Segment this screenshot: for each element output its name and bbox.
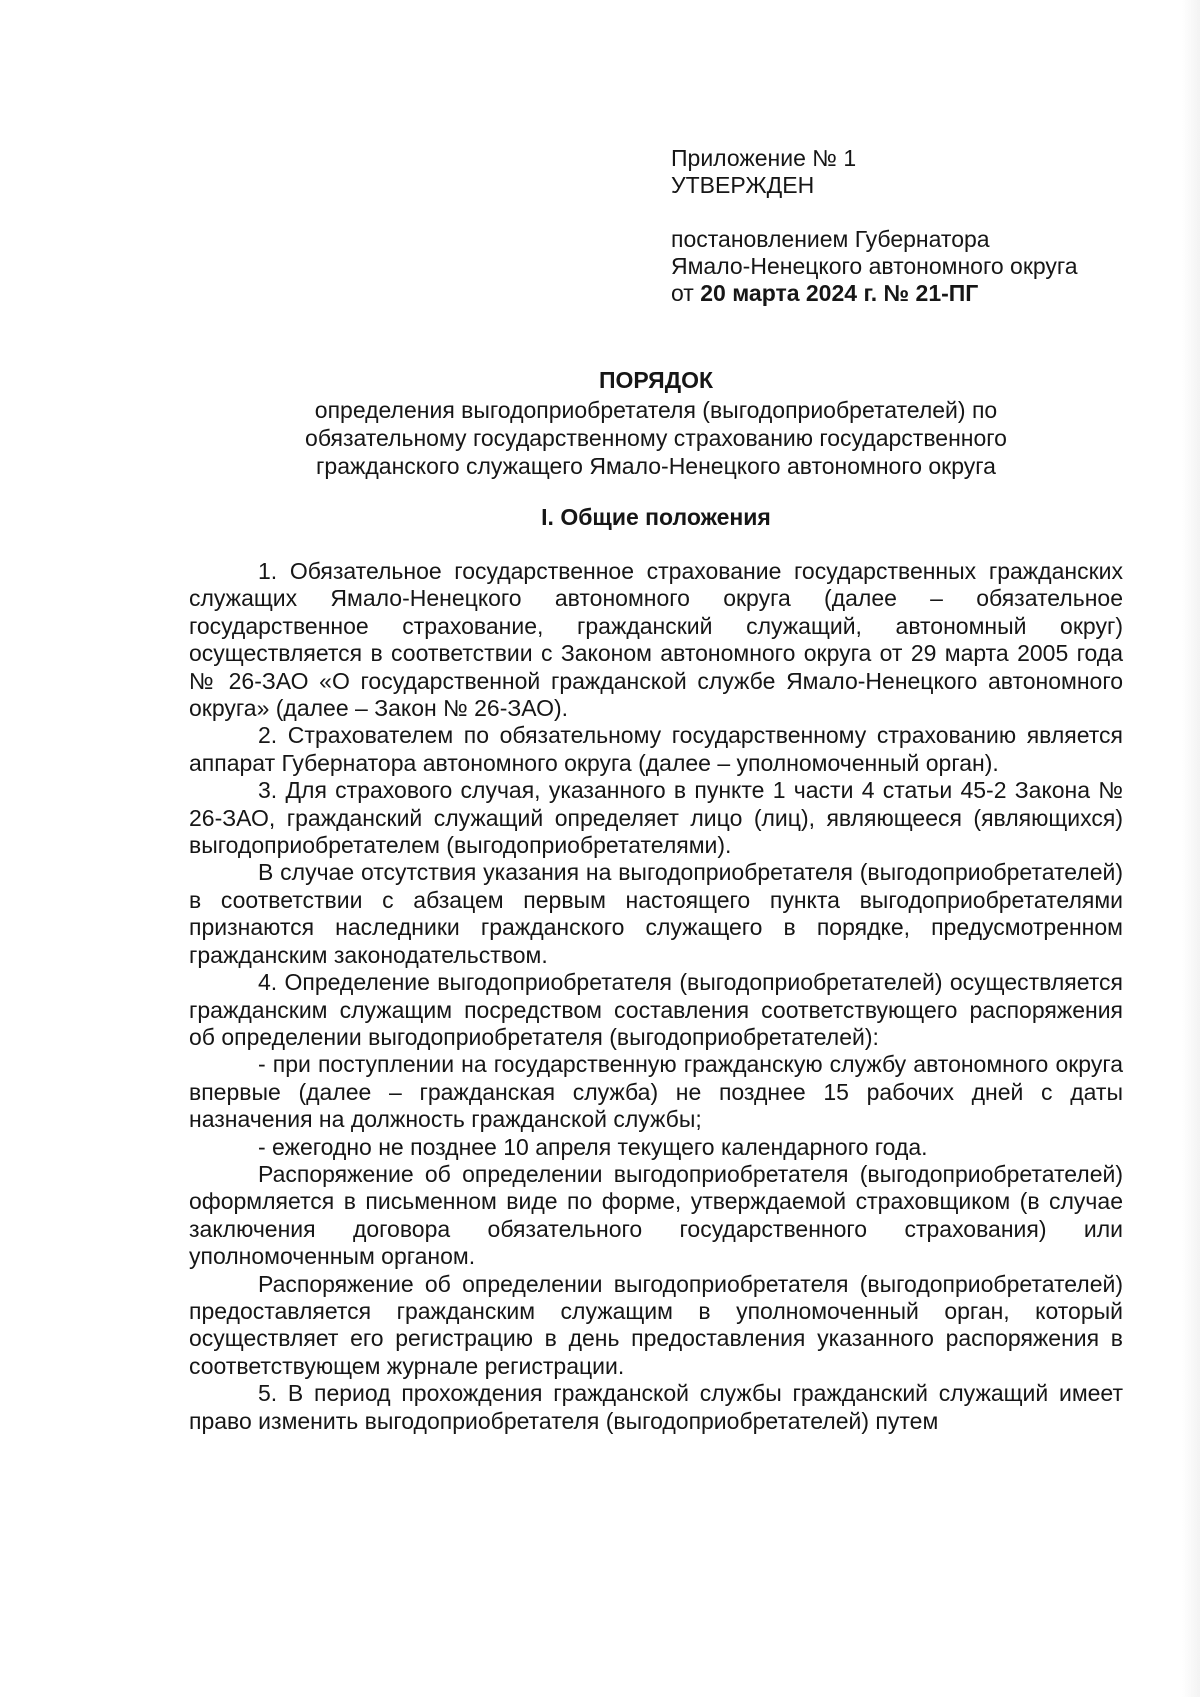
paragraph-5: 5. В период прохождения гражданской службы гражданский служащий имеет право изменить выгодоприобретателя (выгодоприобретателей) путем	[189, 1380, 1123, 1434]
decree-date-line	[671, 280, 1141, 307]
document-body	[189, 558, 1123, 1435]
paragraph-2: 2. Страхователем по обязательному государственному страхованию является аппарат Губернатора автономного округа (далее – уполномоченный орган).	[189, 722, 1123, 776]
decree-date-prefix: от	[671, 280, 694, 306]
paragraph-4-item-1: - при поступлении на государственную гражданскую службу автономного округа впервые (далее – гражданская служба) не позднее 15 рабочих дней с даты назначения на должность гражданской службы;	[189, 1051, 1123, 1133]
approval-block	[671, 145, 1141, 307]
approved-stamp-text: УТВЕРЖДЕН	[671, 172, 815, 198]
decree-date-number: 20 марта 2024 г. № 21-ПГ	[700, 280, 979, 306]
document-subtitle-line-3: гражданского служащего Ямало-Ненецкого автономного округа	[316, 453, 996, 479]
document-title-block	[189, 366, 1123, 480]
paragraph-4: 4. Определение выгодоприобретателя (выгодоприобретателей) осуществляется гражданским служащим посредством составления соответствующего распоряжения об определении выгодоприобретателя (выгодоприобретателей):	[189, 969, 1123, 1050]
paragraph-1: 1. Обязательное государственное страхование государственных гражданских служащих Ямало-Ненецкого автономного округа (далее – обязательное государственное страхование, гражданский служащий, автономный округ) осуществляется в соответствии с Законом автономного округа от 29 марта 2005 года № 26-ЗАО «О государственной гражданской службе Ямало-Ненецкого автономного округа» (далее – Закон № 26-ЗАО).	[189, 558, 1123, 722]
approval-spacer	[671, 199, 1141, 226]
paragraph-3-continued: В случае отсутствия указания на выгодоприобретателя (выгодоприобретателей) в соответствии с абзацем первым настоящего пункта выгодоприобретателями признаются наследники гражданского служащего в порядке, предусмотренном гражданским законодательством.	[189, 859, 1123, 968]
appendix-number: Приложение № 1	[671, 145, 857, 171]
paragraph-4-submission: Распоряжение об определении выгодоприобретателя (выгодоприобретателей) предоставляется гражданским служащим в уполномоченный орган, который осуществляет его регистрацию в день предоставления указанного распоряжения в соответствующем журнале регистрации.	[189, 1270, 1123, 1379]
document-subtitle-line-1: определения выгодоприобретателя (выгодоприобретателей) по	[314, 397, 998, 423]
decree-line-1: постановлением Губернатора	[671, 226, 990, 252]
page-edge-shadow	[1182, 0, 1200, 1697]
paragraph-4-item-2: - ежегодно не позднее 10 апреля текущего календарного года.	[258, 1133, 928, 1160]
document-subtitle-line-2: обязательному государственному страхованию государственного	[305, 425, 1007, 451]
decree-line-2: Ямало-Ненецкого автономного округа	[671, 253, 1078, 279]
paragraph-3: 3. Для страхового случая, указанного в пункте 1 части 4 статьи 45-2 Закона № 26-ЗАО, гражданский служащий определяет лицо (лиц), являющееся (являющихся) выгодоприобретателем (выгодоприобретателями).	[189, 777, 1123, 859]
section-heading: I. Общие положения	[541, 504, 771, 530]
paragraph-4-form: Распоряжение об определении выгодоприобретателя (выгодоприобретателей) оформляется в письменном виде по форме, утверждаемой страховщиком (в случае заключения договора обязательного государственного страхования) или уполномоченным органом.	[189, 1160, 1123, 1270]
document-title: ПОРЯДОК	[598, 367, 714, 393]
